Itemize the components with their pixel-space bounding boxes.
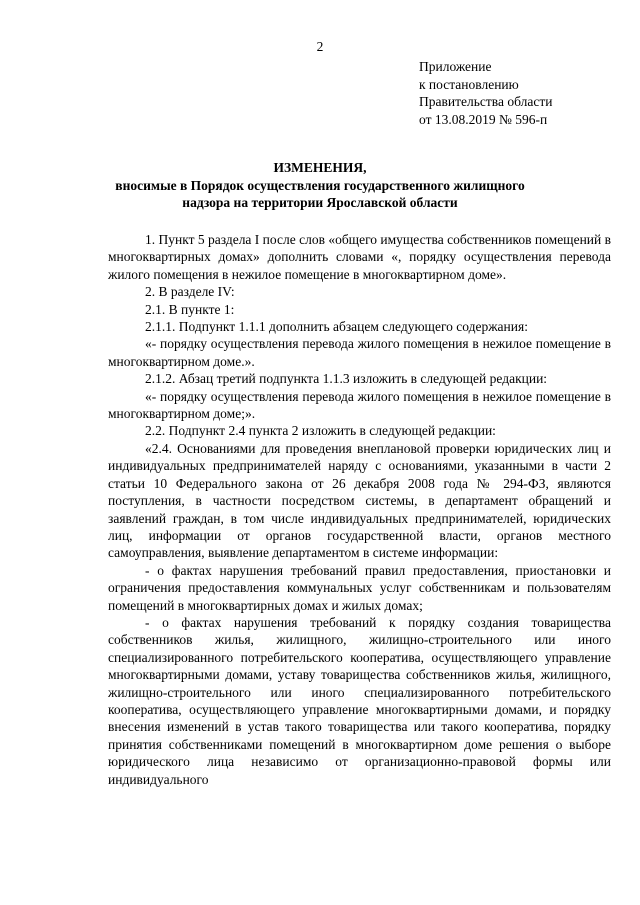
appendix-line: Правительства области	[419, 94, 553, 109]
appendix-line: от 13.08.2019 № 596-п	[419, 111, 548, 127]
paragraph: 2.1.2. Абзац третий подпункта 1.1.3 изложить в следующей редакции:	[145, 371, 548, 387]
paragraph: - о фактах нарушения требований правил предоставления, приостановки и ограничения предоставления коммунальных услуг собственникам и пользователям помещений в многоквартирных домах и жилых домах;	[108, 562, 611, 613]
paragraph: 1. Пункт 5 раздела I после слов «общего имущества собственников помещений в многоквартирных домах» дополнить словами «, порядку осуществления перевода жилого помещения в нежилое помещение в многоквартирном доме».	[108, 232, 611, 282]
appendix-line: к постановлению	[419, 76, 519, 92]
page-number: 2	[316, 39, 324, 54]
title-heading: ИЗМЕНЕНИЯ,	[273, 160, 367, 175]
appendix-line: Приложение	[419, 59, 492, 74]
appendix-block	[419, 58, 552, 128]
paragraph: 2.1. В пункте 1:	[145, 301, 235, 317]
title-line: вносимые в Порядок осуществления государственного жилищного	[115, 177, 525, 193]
body-text	[108, 231, 611, 788]
document-title	[108, 159, 532, 212]
paragraph: «- порядку осуществления перевода жилого помещения в нежилое помещение в многоквартирном доме;».	[108, 388, 611, 422]
paragraph: 2.1.1. Подпункт 1.1.1 дополнить абзацем следующего содержания:	[145, 319, 528, 335]
paragraph: 2. В разделе IV:	[145, 284, 235, 300]
paragraph: «2.4. Основаниями для проведения внеплановой проверки юридических лиц и индивидуальных предпринимателей наряду с основаниями, указанными в части 2 статьи 10 Федерального закона от 26 декабря 2008 года № 294-ФЗ, являются поступления, в частности посредством системы, в департамент обращений и заявлений граждан, в том числе индивидуальных предпринимателей, юридических лиц, информации от органов государственной власти, органов местного самоуправления, выявление департаментом в системе информации:	[108, 440, 611, 561]
title-line: надзора на территории Ярославской области	[182, 195, 458, 210]
paragraph: - о фактах нарушения требований к порядку создания товарищества собственников жилья, жилищного, жилищно-строительного или иного специализированного потребительского кооператива, осуществляющего управление многоквартирными домами, уставу товарищества собственников жилья, жилищного, жилищно-строительного или иного специализированного потребительского кооператива, осуществляющего управление многоквартирными домами, и порядку внесения изменений в устав такого товарищества или такого кооператива, порядку принятия собственниками помещений в многоквартирном доме решения о выборе юридического лица независимо от организационно-правовой формы или индивидуального	[108, 614, 611, 787]
paragraph: «- порядку осуществления перевода жилого помещения в нежилое помещение в многоквартирном доме.».	[108, 336, 611, 369]
paragraph: 2.2. Подпункт 2.4 пункта 2 изложить в следующей редакции:	[145, 423, 496, 439]
